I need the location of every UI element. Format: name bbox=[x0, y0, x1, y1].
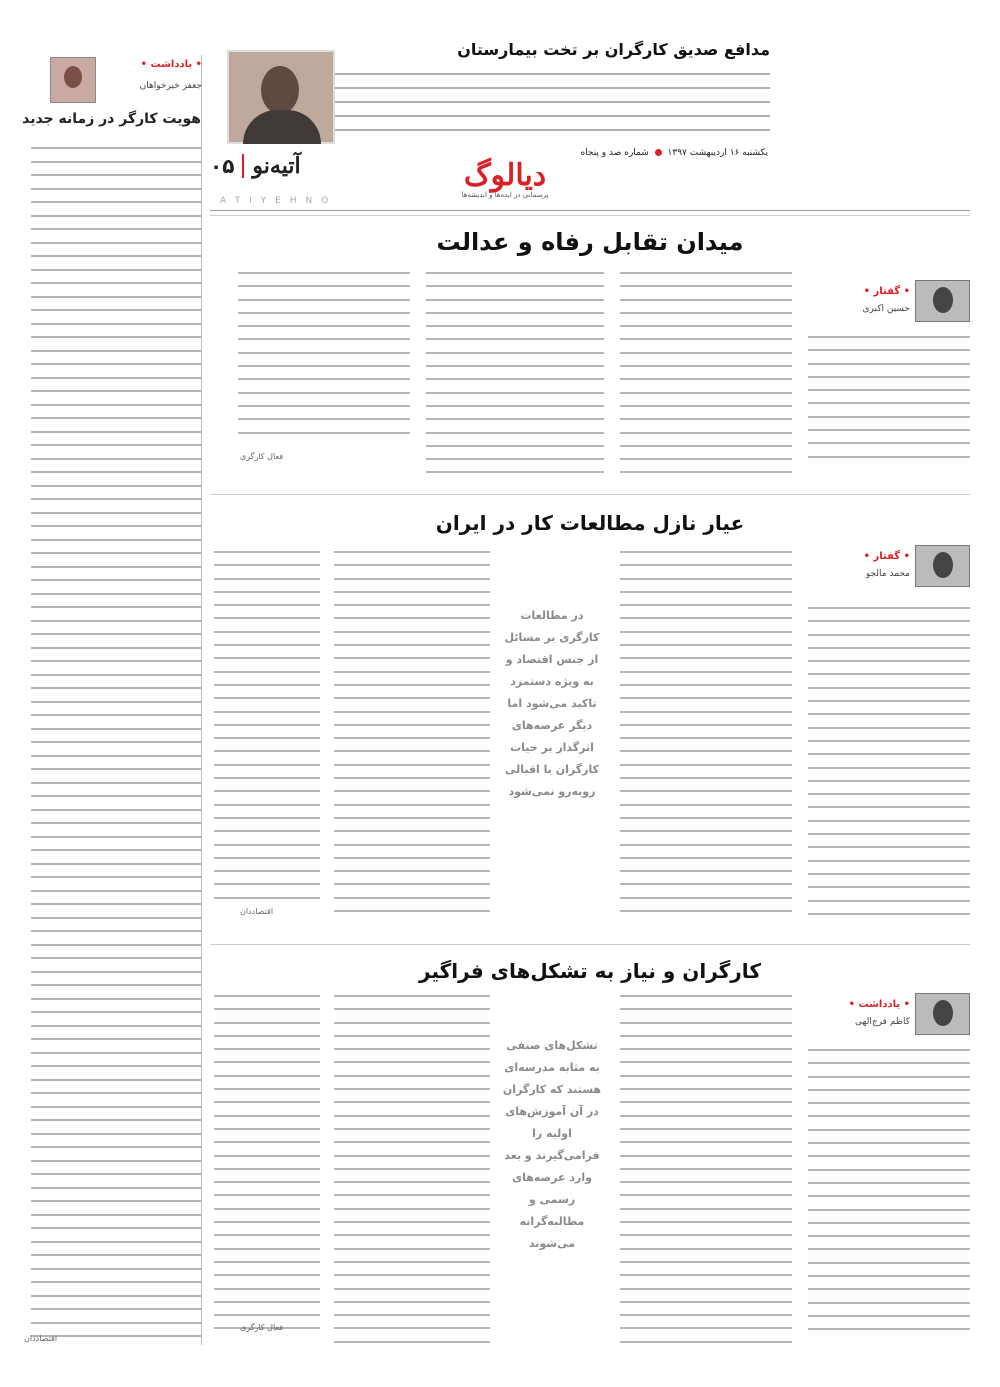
article2-signature: اقتصاددان bbox=[240, 907, 274, 916]
left-signature: اقتصاددان bbox=[24, 1334, 58, 1343]
article-labor-unions bbox=[210, 944, 970, 1344]
article3-col3 bbox=[334, 995, 490, 1354]
article2-col3 bbox=[334, 551, 490, 923]
masthead bbox=[450, 158, 560, 202]
issue-text: شماره صد و پنجاه bbox=[580, 148, 649, 158]
dateline bbox=[580, 148, 768, 158]
date-dot-icon bbox=[655, 149, 662, 156]
article1-author-photo bbox=[915, 280, 970, 322]
article-welfare-justice bbox=[210, 215, 970, 475]
article1-title: میدان تقابل رفاه و عدالت bbox=[436, 228, 744, 256]
article3-col4 bbox=[214, 995, 320, 1341]
article2-author-name: محمد مالجو bbox=[865, 569, 910, 579]
article3-col1 bbox=[808, 1049, 970, 1342]
article3-author-photo bbox=[915, 993, 970, 1035]
left-column-title: هویت کارگر در زمانه جدید bbox=[22, 111, 201, 127]
article-labor-studies bbox=[210, 494, 970, 932]
date-text: یکشنبه ۱۶ اردیبهشت ۱۳۹۷ bbox=[667, 148, 768, 158]
masthead-subtitle: پرسمانی در ایده‌ها و اندیشه‌ها bbox=[461, 191, 549, 199]
article2-title: عیار نازل مطالعات کار در ایران bbox=[435, 511, 745, 535]
article2-pullquote: در مطالعات کارگری بر مسائل از جنس اقتصاد و به ویژه دستمزد تاکید می‌شود اما دیگر عرصه‌های اثرگذار بر حیات کارگران با اقبالی روبه‌رو نمی‌شود bbox=[504, 609, 600, 798]
article3-signature: فعال کارگری bbox=[240, 1323, 284, 1332]
article2-author-photo bbox=[915, 545, 970, 587]
left-author-box bbox=[20, 55, 202, 103]
article2-col1 bbox=[808, 607, 970, 926]
article3-title: کارگران و نیاز به تشکل‌های فراگیر bbox=[419, 959, 761, 983]
header-news-title: مدافع صدیق کارگران بر تخت بیمارستان bbox=[457, 40, 770, 59]
header-news-photo bbox=[227, 50, 335, 144]
masthead-logo: دیالوگ bbox=[463, 158, 547, 193]
article1-col2 bbox=[620, 272, 792, 485]
article3-kicker: • یادداشت • bbox=[848, 999, 910, 1010]
article3-pullquote: تشکل‌های صنفی به مثابه مدرسه‌ای هستند که کارگران در آن آموزش‌های اولیه را فرامی‌گیرند و بعد وارد عرصه‌های رسمی و مطالبه‌گرانه می‌شوند bbox=[502, 1039, 602, 1250]
article1-author-name: حسین اکبری bbox=[862, 304, 910, 314]
page-number: ۰۵ bbox=[210, 154, 235, 178]
left-author-name: جعفر خیرخواهان bbox=[139, 81, 202, 91]
left-column-note bbox=[20, 55, 202, 1345]
article1-col3 bbox=[426, 272, 604, 485]
article2-col4 bbox=[214, 551, 320, 910]
left-kicker: • یادداشت • bbox=[140, 59, 202, 70]
page-label-divider bbox=[242, 154, 244, 178]
header-rule bbox=[210, 210, 970, 211]
article1-col4 bbox=[238, 272, 410, 445]
page-name: آتیه‌نو bbox=[252, 153, 301, 179]
article1-kicker: • گفتار • bbox=[863, 286, 910, 297]
brand-en: ATIYEHNO bbox=[220, 196, 338, 206]
author-photo bbox=[50, 57, 96, 103]
page-label bbox=[210, 148, 330, 184]
article2-col2 bbox=[620, 551, 792, 923]
article2-kicker: • گفتار • bbox=[863, 551, 910, 562]
article1-signature: فعال کارگری bbox=[240, 452, 284, 461]
left-column-body bbox=[31, 147, 201, 1349]
article3-col2 bbox=[620, 995, 792, 1354]
article3-author-name: کاظم فرج‌الهی bbox=[854, 1017, 910, 1027]
article1-col1 bbox=[808, 336, 970, 469]
